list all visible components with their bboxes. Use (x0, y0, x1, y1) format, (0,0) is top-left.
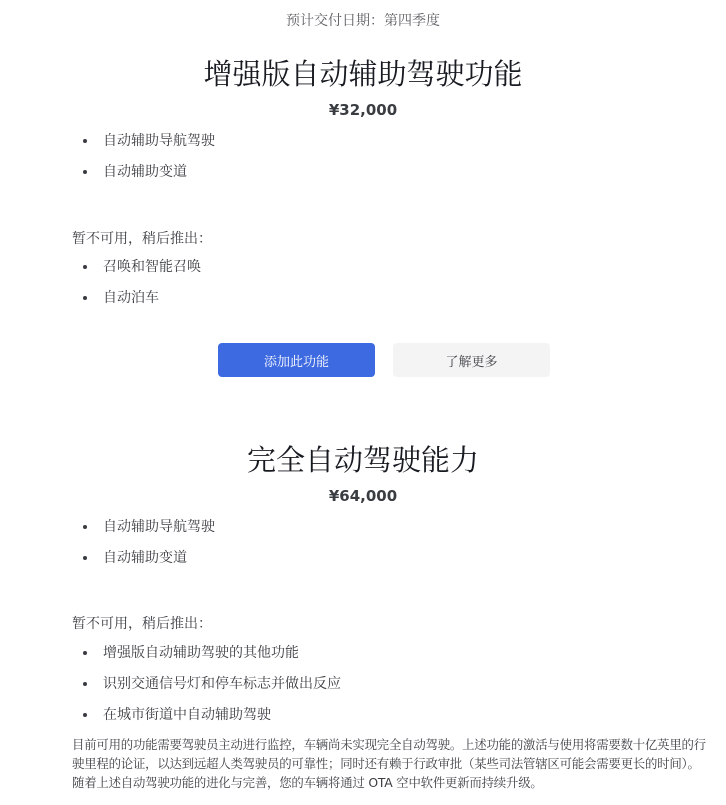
coming-later-label-fsd: 暂不可用，稍后推出： (72, 616, 212, 632)
learn-more-button[interactable]: 了解更多 (393, 343, 550, 377)
list-item: 自动泊车 (60, 288, 201, 319)
list-item: 增强版自动辅助驾驶的其他功能 (60, 643, 341, 674)
package-price-fsd: ¥64,000 (328, 487, 398, 505)
coming-later-label-eap: 暂不可用，稍后推出： (72, 231, 212, 247)
list-item: 在城市街道中自动辅助驾驶 (60, 705, 341, 736)
list-item: 召唤和智能召唤 (60, 257, 201, 288)
delivery-estimate: 预计交付日期：第四季度 (286, 13, 440, 29)
list-item: 自动辅助变道 (60, 162, 215, 193)
feature-list-eap (60, 131, 215, 193)
add-feature-button[interactable]: 添加此功能 (218, 343, 375, 377)
list-item: 自动辅助变道 (60, 548, 215, 579)
package-title-eap: 增强版自动辅助驾驶功能 (203, 57, 523, 91)
package-title-fsd: 完全自动驾驶能力 (246, 443, 479, 477)
coming-later-list-fsd (60, 643, 341, 736)
list-item: 自动辅助导航驾驶 (60, 131, 215, 162)
feature-list-fsd (60, 517, 215, 579)
list-item: 识别交通信号灯和停车标志并做出反应 (60, 674, 341, 705)
coming-later-list-eap (60, 257, 201, 319)
list-item: 自动辅助导航驾驶 (60, 517, 215, 548)
package-price-eap: ¥32,000 (328, 101, 398, 119)
disclaimer-text: 目前可用的功能需要驾驶员主动进行监控，车辆尚未实现完全自动驾驶。上述功能的激活与使用将需要数十亿英里的行驶里程的论证，以达到远超人类驾驶员的可靠性；同时还有赖于行政审批（某些司法管辖区可能会需要更长的时间）。随着上述自动驾驶功能的进化与完善，您的车辆将通过 OTA 空中软件更新而持续升级。 (72, 737, 706, 790)
